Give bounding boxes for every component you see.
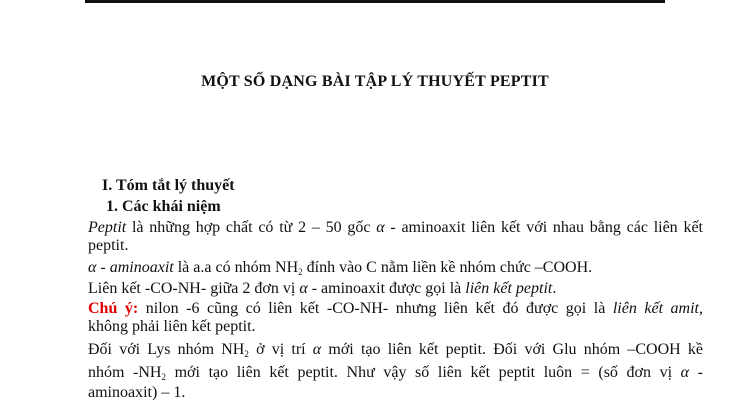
header-rule [85,0,665,3]
section-heading: I. Tóm tắt lý thuyết [102,177,235,194]
page-title: MỘT SỐ DẠNG BÀI TẬP LÝ THUYẾT PEPTIT [201,73,549,90]
paragraph-lys-glu: Đối với Lys nhóm $NH_2$ ở vị trí α mới tạo liên kết peptit. Đối với Glu nhóm –COOH kề [88,341,704,359]
paragraph-lys-glu-cont: nhóm $-NH_2$ mới tạo liên kết peptit. Như vậy số liên kết peptit luôn = (số đơn vị α - [88,364,703,382]
paragraph-lien-ket-peptit: Liên kết -CO-NH- giữa 2 đơn vị α - aminoaxit được gọi là liên kết peptit. [88,280,557,297]
paragraph-peptit-def: Peptit là những hợp chất có từ 2 – 50 gốc α - aminoaxit liên kết với nhau bằng các liên kết [88,219,703,236]
paragraph-aminoaxit-def: α - aminoaxit là a.a có nhóm $NH_2$ đính vào C nằm liền kề nhóm chức –COOH. [88,259,593,277]
paragraph-lys-glu-end: aminoaxit) – 1. [88,384,186,401]
note-paragraph: Chú ý: nilon -6 cũng có liên kết -CO-NH- nhưng liên kết đó được gọi là liên kết amit, [88,300,704,317]
subsection-heading: 1. Các khái niệm [106,198,221,215]
paragraph-peptit-def-cont: peptit. [88,237,129,254]
note-paragraph-cont: không phải liên kết peptit. [88,318,256,335]
